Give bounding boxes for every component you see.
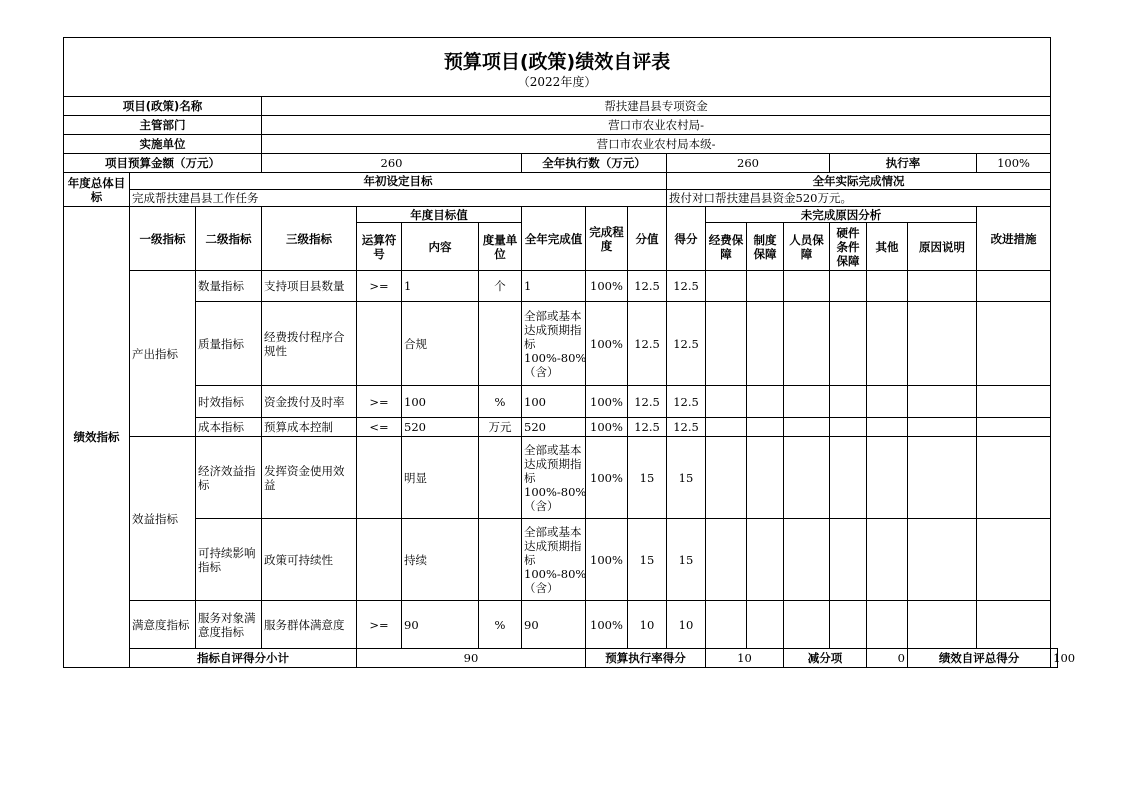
header-unit: 度量单位 <box>479 223 522 271</box>
dept-value: 营口市农业农村局- <box>262 116 1051 135</box>
row-unit <box>479 437 522 519</box>
title-cell <box>64 38 1051 97</box>
group-benefit: 效益指标 <box>130 437 196 601</box>
row-score: 12.5 <box>667 271 706 302</box>
row-score: 12.5 <box>667 302 706 386</box>
row-unit: % <box>479 601 522 649</box>
table-row <box>64 271 1058 302</box>
initial-goal-header: 年初设定目标 <box>130 173 667 190</box>
annual-goal-label: 年度总体目标 <box>64 173 130 207</box>
perf-indicator-label: 绩效指标 <box>64 207 130 668</box>
table-row <box>64 519 1058 601</box>
row-degree: 100% <box>586 271 628 302</box>
row-op: <= <box>357 418 402 437</box>
subtotal-label: 指标自评得分小计 <box>130 649 357 668</box>
row-content: 100 <box>402 386 479 418</box>
row-l3: 资金拨付及时率 <box>262 386 357 418</box>
row-degree: 100% <box>586 437 628 519</box>
header-r2: 制度保障 <box>747 223 784 271</box>
table-row <box>64 437 1058 519</box>
row-l3: 经费拨付程序合规性 <box>262 302 357 386</box>
row-degree: 100% <box>586 302 628 386</box>
table-row <box>64 601 1058 649</box>
header-r1: 经费保障 <box>706 223 747 271</box>
row-l2: 质量指标 <box>196 302 262 386</box>
header-op: 运算符号 <box>357 223 402 271</box>
header-content: 内容 <box>402 223 479 271</box>
table-row <box>64 302 1058 386</box>
dept-label: 主管部门 <box>64 116 262 135</box>
row-op: >= <box>357 386 402 418</box>
row-l3: 发挥资金使用效益 <box>262 437 357 519</box>
row-actual: 全部或基本达成预期指标100%-80%（含） <box>522 519 586 601</box>
header-r6: 原因说明 <box>908 223 977 271</box>
table-row <box>64 418 1058 437</box>
row-actual: 520 <box>522 418 586 437</box>
row-content: 合规 <box>402 302 479 386</box>
row-l2: 可持续影响指标 <box>196 519 262 601</box>
row-l2: 服务对象满意度指标 <box>196 601 262 649</box>
header-improve: 改进措施 <box>977 207 1051 271</box>
rate-score-label: 预算执行率得分 <box>586 649 706 668</box>
header-target: 年度目标值 <box>357 207 522 223</box>
row-weight: 10 <box>628 601 667 649</box>
header-l2: 二级指标 <box>196 207 262 271</box>
row-content: 明显 <box>402 437 479 519</box>
total-value: 100 <box>1051 649 1058 668</box>
rate-value: 100% <box>977 154 1051 173</box>
row-unit <box>479 302 522 386</box>
header-actual: 全年完成值 <box>522 207 586 271</box>
row-unit: 个 <box>479 271 522 302</box>
row-unit <box>479 519 522 601</box>
row-l2: 经济效益指标 <box>196 437 262 519</box>
rate-label: 执行率 <box>830 154 977 173</box>
header-r4: 硬件条件保障 <box>830 223 867 271</box>
row-score: 15 <box>667 519 706 601</box>
row-content: 1 <box>402 271 479 302</box>
row-l3: 政策可持续性 <box>262 519 357 601</box>
project-name-value: 帮扶建昌县专项资金 <box>262 97 1051 116</box>
executed-label: 全年执行数（万元） <box>522 154 667 173</box>
row-l2: 数量指标 <box>196 271 262 302</box>
row-l2: 时效指标 <box>196 386 262 418</box>
executed-value: 260 <box>667 154 830 173</box>
row-weight: 12.5 <box>628 386 667 418</box>
page-title: 预算项目(政策)绩效自评表 <box>443 50 671 73</box>
budget-value: 260 <box>262 154 522 173</box>
row-degree: 100% <box>586 601 628 649</box>
unit-label: 实施单位 <box>64 135 262 154</box>
row-l3: 支持项目县数量 <box>262 271 357 302</box>
header-l1: 一级指标 <box>130 207 196 271</box>
row-actual: 100 <box>522 386 586 418</box>
row-weight: 15 <box>628 437 667 519</box>
row-score: 12.5 <box>667 386 706 418</box>
project-name-label: 项目(政策)名称 <box>64 97 262 116</box>
row-op <box>357 302 402 386</box>
row-weight: 12.5 <box>628 418 667 437</box>
row-weight: 15 <box>628 519 667 601</box>
row-content: 90 <box>402 601 479 649</box>
header-reason: 未完成原因分析 <box>706 207 977 223</box>
row-unit: % <box>479 386 522 418</box>
row-actual: 全部或基本达成预期指标100%-80%（含） <box>522 302 586 386</box>
unit-value: 营口市农业农村局本级- <box>262 135 1051 154</box>
row-score: 10 <box>667 601 706 649</box>
row-score: 15 <box>667 437 706 519</box>
row-op: >= <box>357 271 402 302</box>
row-op <box>357 437 402 519</box>
row-degree: 100% <box>586 386 628 418</box>
deduct-value: 0 <box>867 649 908 668</box>
row-content: 520 <box>402 418 479 437</box>
actual-goal-value: 拨付对口帮扶建昌县资金520万元。 <box>667 190 1051 207</box>
row-degree: 100% <box>586 418 628 437</box>
header-l3: 三级指标 <box>262 207 357 271</box>
row-op: >= <box>357 601 402 649</box>
row-op <box>357 519 402 601</box>
row-actual: 90 <box>522 601 586 649</box>
row-l3: 服务群体满意度 <box>262 601 357 649</box>
initial-goal-value: 完成帮扶建昌县工作任务 <box>130 190 667 207</box>
row-actual: 1 <box>522 271 586 302</box>
row-l2: 成本指标 <box>196 418 262 437</box>
header-r5: 其他 <box>867 223 908 271</box>
page-subtitle: （2022年度） <box>517 74 597 89</box>
actual-goal-header: 全年实际完成情况 <box>667 173 1051 190</box>
deduct-label: 减分项 <box>784 649 867 668</box>
row-weight: 12.5 <box>628 302 667 386</box>
header-weight: 分值 <box>628 207 667 271</box>
group-satisfaction: 满意度指标 <box>130 601 196 649</box>
group-output: 产出指标 <box>130 271 196 437</box>
header-r3: 人员保障 <box>784 223 830 271</box>
total-label: 绩效自评总得分 <box>908 649 1051 668</box>
row-weight: 12.5 <box>628 271 667 302</box>
rate-score-value: 10 <box>706 649 784 668</box>
row-score: 12.5 <box>667 418 706 437</box>
row-content: 持续 <box>402 519 479 601</box>
budget-label: 项目预算金额（万元） <box>64 154 262 173</box>
header-degree: 完成程度 <box>586 207 628 271</box>
evaluation-table <box>63 37 1076 668</box>
evaluation-sheet <box>63 37 1076 668</box>
row-unit: 万元 <box>479 418 522 437</box>
row-degree: 100% <box>586 519 628 601</box>
row-l3: 预算成本控制 <box>262 418 357 437</box>
table-row <box>64 386 1058 418</box>
subtotal-value: 90 <box>357 649 586 668</box>
row-actual: 全部或基本达成预期指标100%-80%（含） <box>522 437 586 519</box>
header-score: 得分 <box>667 207 706 271</box>
